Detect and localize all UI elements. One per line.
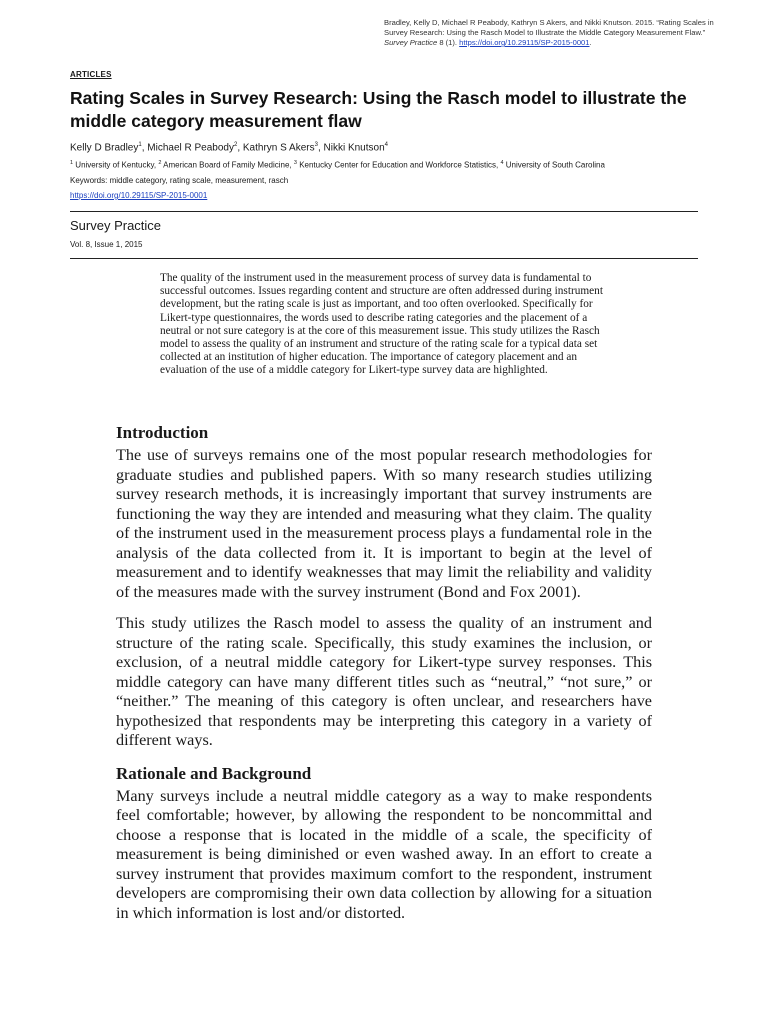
article-header xyxy=(70,70,698,201)
article-body xyxy=(116,422,652,935)
author-sup: 3 xyxy=(314,142,318,148)
doi-link[interactable]: https://doi.org/10.29115/SP-2015-0001 xyxy=(70,190,208,200)
section-heading-introduction: Introduction xyxy=(116,423,209,442)
affil-sup: 1 xyxy=(70,160,74,167)
keywords: Keywords: middle category, rating scale, measurement, rasch xyxy=(70,175,289,185)
citation-journal: Survey Practice xyxy=(384,38,438,47)
journal-divider xyxy=(70,258,698,259)
citation-doi-link[interactable]: https://doi.org/10.29115/SP-2015-0001 xyxy=(459,38,590,47)
affil-sup: 3 xyxy=(293,160,297,167)
citation-volume: 8 (1). xyxy=(439,38,458,47)
citation-block xyxy=(384,18,714,48)
rationale-paragraph-1: Many surveys include a neutral middle category as a way to make respondents feel comfortable; however, by allowing the respondent to be noncommittal and choose a response that is located in the middle of a scale, the specificity of measurement is being diminished or even washed away. In an effort to create a survey instrument that provides maximum comfort to the respondent, instrument developers are compromising their own data collection by allowing for a situation in which information is lost and/or distorted. xyxy=(116,786,652,922)
affiliation: Kentucky Center for Education and Workforce Statistics, xyxy=(299,160,499,170)
author-name: Michael R Peabody xyxy=(147,142,234,154)
affil-sup: 2 xyxy=(158,160,162,167)
journal-volume: Vol. 8, Issue 1, 2015 xyxy=(70,240,143,249)
header-divider xyxy=(70,211,698,212)
citation-end: . xyxy=(589,38,592,47)
affiliations xyxy=(70,158,698,171)
author-name: Nikki Knutson xyxy=(323,142,385,154)
citation-text: Bradley, Kelly D, Michael R Peabody, Kathryn S Akers, and Nikki Knutson. 2015. “Rating Scales in Survey Research: Using the Rasch Model to Illustrate the Middle Category Measurement Flaw.” xyxy=(384,18,714,37)
author-sup: 1 xyxy=(138,142,142,148)
author-name: Kathryn S Akers xyxy=(242,142,315,154)
affiliation: University of South Carolina xyxy=(505,160,605,170)
intro-paragraph-2: This study utilizes the Rasch model to assess the quality of an instrument and structure of the rating scale. Specifically, this study examines the inclusion, or exclusion, of a neutral middle category for Likert-type survey responses. This middle category can have many different titles such as “neutral,” “not sure,” or “neither.” The meaning of this category is often unclear, and researchers have hypothesized that respondents may be interpreting this category in a variety of different ways. xyxy=(116,614,652,749)
affiliation: American Board of Family Medicine, xyxy=(163,160,292,170)
author-sup: 2 xyxy=(233,142,238,148)
author-list: Kelly D Bradley$^1$, Michael R Peabody$^2$, Kathryn S Akers$^3$, Nikki Knutson$^4$ xyxy=(70,142,388,154)
author-name: Kelly D Bradley xyxy=(70,142,139,154)
section-label[interactable]: ARTICLES xyxy=(70,70,112,79)
journal-name: Survey Practice xyxy=(70,218,162,233)
affil-sup: 4 xyxy=(500,160,504,167)
abstract: The quality of the instrument used in the measurement process of survey data is fundamental to successful outcomes. Issues regarding content and structure are often addressed during instrument development, but the rating scale is just as important, and too often overlooked. Specifically for Likert-type questionnaires, the words used to describe rating categories and the placement of a neutral or not sure category is at the core of this measurement issue. This study utilizes the Rasch model to assess the quality of an instrument and structure of the rating scale for a typical data set collected at an institution of higher education. The importance of category placement and an evaluation of the use of a middle category for Likert-type survey data are highlighted. xyxy=(160,272,603,377)
affiliation: University of Kentucky, xyxy=(75,160,157,170)
intro-paragraph-1: The use of surveys remains one of the most popular research methodologies for graduate studies and published papers. With so many research studies utilizing survey research methods, it is increasingly important that survey instruments are functioning the way they are intended and measuring what they claim. The quality of the instrument used in the measurement process plays a fundamental role in the analysis of the data collected from it. It is important to begin at the level of measurement and to identify weaknesses that may limit the reliability and validity of the measures made with the survey instrument (Bond and Fox 2001). xyxy=(116,446,652,601)
author-sup: 4 xyxy=(384,142,388,148)
section-heading-rationale: Rationale and Background xyxy=(116,763,312,783)
article-title: Rating Scales in Survey Research: Using the Rasch model to illustrate the middle category measurement flaw xyxy=(70,88,687,131)
